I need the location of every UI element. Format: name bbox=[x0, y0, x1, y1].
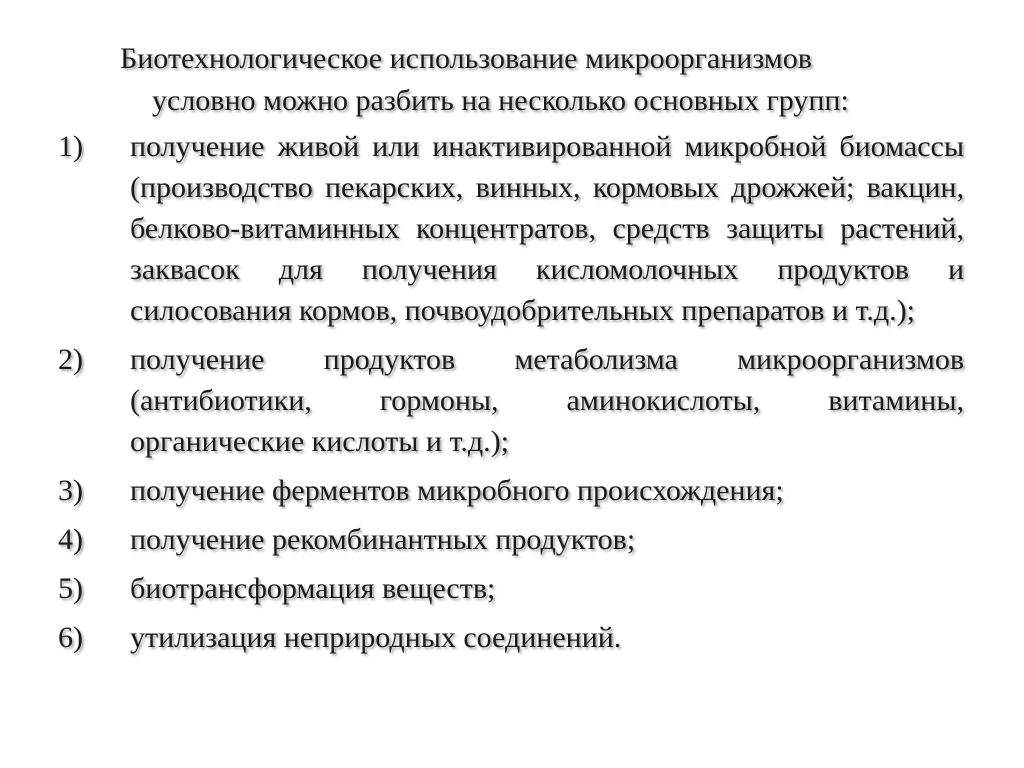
list-item-number: 2) bbox=[58, 343, 83, 376]
list-item bbox=[58, 470, 964, 511]
list-item-number: 1) bbox=[58, 130, 83, 163]
intro-line-1: Биотехнологическое использование микроорганизмов bbox=[120, 42, 812, 75]
list-item-number: 4) bbox=[58, 523, 83, 556]
list-item-text: получение живой или инактивированной микробной биомассы (производство пекарских, винных, кормовых дрожжей; вакцин, белково-витаминных концентратов, средств защиты растений, заквасок для получения кисломолочных продуктов и силосования кормов, почвоудобрительных препаратов и т.д.); bbox=[130, 130, 964, 327]
list-item bbox=[58, 568, 964, 609]
list-item-number: 5) bbox=[58, 572, 83, 605]
list-item-text: получение рекомбинантных продуктов; bbox=[130, 523, 636, 556]
intro-line-2: условно можно разбить на несколько основных групп: bbox=[152, 84, 849, 117]
list-item bbox=[58, 339, 964, 462]
group-list bbox=[58, 126, 964, 666]
list-item-text: биотрансформация веществ; bbox=[130, 572, 496, 605]
list-item-number: 3) bbox=[58, 474, 83, 507]
list-item bbox=[58, 617, 964, 658]
list-item-text: получение продуктов метаболизма микроорганизмов (антибиотики, гормоны, аминокислоты, витамины, органические кислоты и т.д.); bbox=[130, 343, 964, 458]
list-item bbox=[58, 519, 964, 560]
intro-paragraph bbox=[120, 38, 980, 122]
list-item-text: получение ферментов микробного происхождения; bbox=[130, 474, 784, 507]
list-item-number: 6) bbox=[58, 621, 83, 654]
list-item-text: утилизация неприродных соединений. bbox=[130, 621, 622, 654]
list-item bbox=[58, 126, 964, 331]
